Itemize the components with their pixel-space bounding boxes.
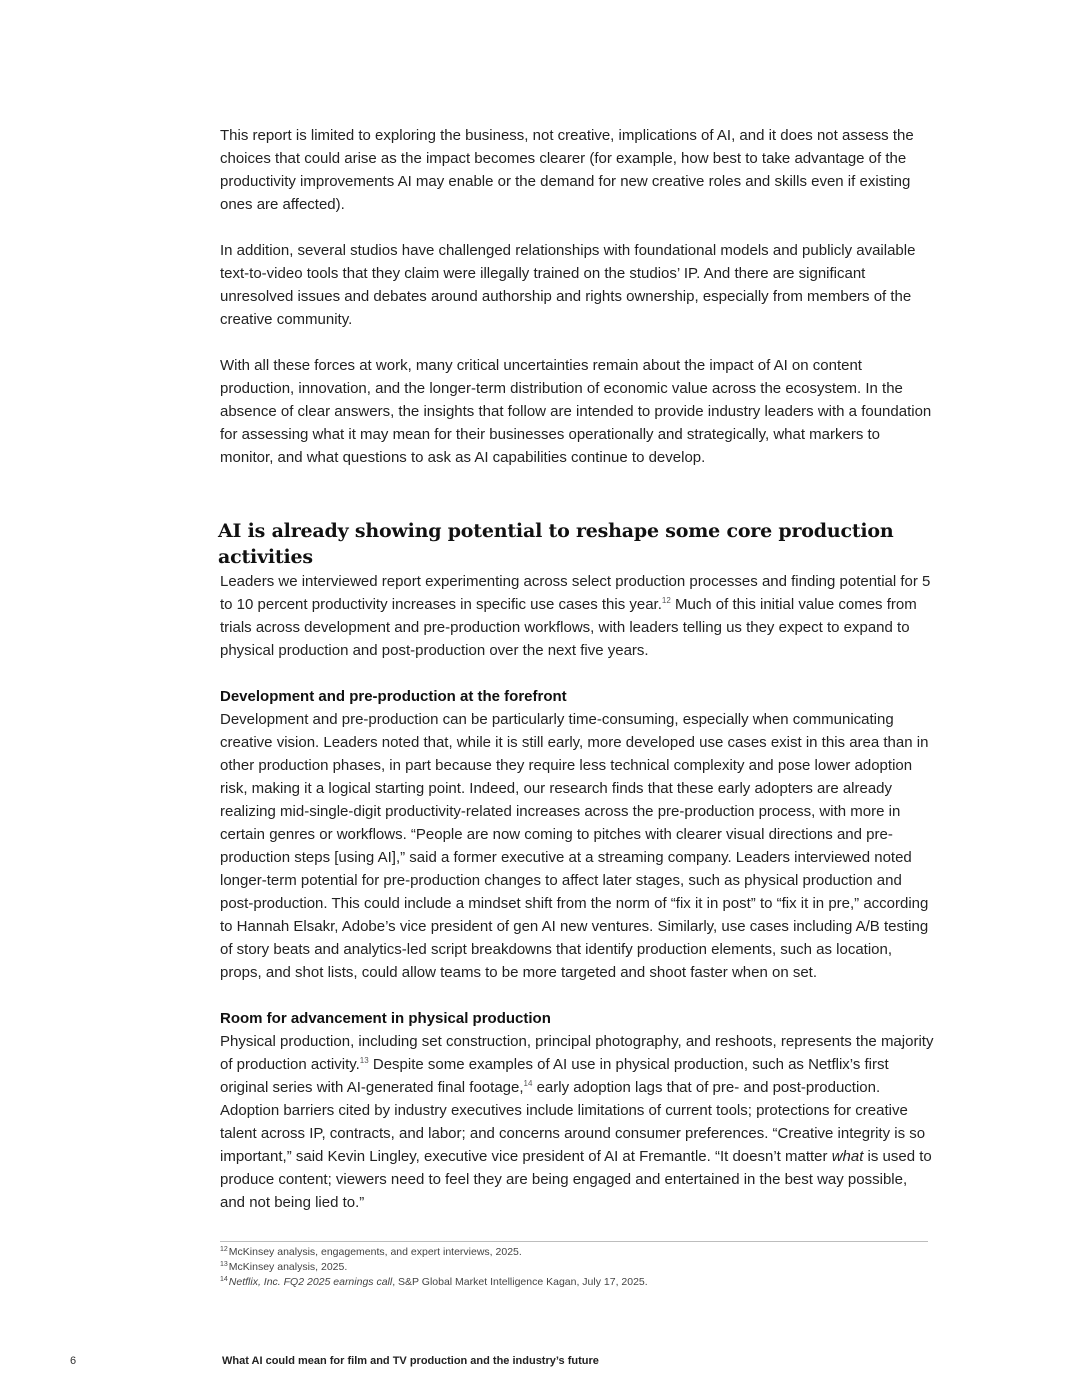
footnotes [220, 1241, 928, 1290]
footnote-number: 13 [220, 1260, 228, 1268]
subsection-heading-physical-production: Room for advancement in physical production [220, 1010, 551, 1027]
section-lead-paragraph [220, 570, 936, 662]
footnote-text: McKinsey analysis, 2025. [228, 1261, 348, 1273]
subsection-heading-development: Development and pre-production at the forefront [220, 688, 567, 705]
footer-report-title: What AI could mean for film and TV production and the industry’s future [222, 1355, 599, 1367]
subsection-body-physical-production [220, 1030, 936, 1214]
footnote-ref-12[interactable]: 12 [661, 596, 671, 605]
physical-text-part-4: is used to produce content; viewers need to feel they are being engaged and entertained in the best way possible, and not being lied to.” [220, 1148, 932, 1211]
page-number: 6 [70, 1355, 77, 1367]
physical-text-part-3: early adoption lags that of pre- and post-production. Adoption barriers cited by industry executives include limitations of current tools; protections for creative talent across IP, contracts, and labor; and concerns around consumer preferences. “Creative integrity is so important,” said Kevin Lingley, executive vice president of AI at Fremantle. “It doesn’t matter [220, 1079, 926, 1165]
footnote-text: , S&P Global Market Intelligence Kagan, July 17, 2025. [392, 1276, 648, 1288]
subsection-body-development: Development and pre-production can be particularly time-consuming, especially when communicating creative vision. Leaders noted that, while it is still early, more developed use cases exist in this area than in other production phases, in part because they require less technical complexity and pose lower adoption risk, making it a logical starting point. Indeed, our research finds that these early adopters are already realizing mid-single-digit productivity-related increases across the pre-production process, with more in certain genres or workflows. “People are now coming to pitches with clearer visual directions and pre-production steps [using AI],” said a former executive at a streaming company. Leaders interviewed noted longer-term potential for pre-production changes to affect later stages, such as physical production and post-production. This could include a mindset shift from the norm of “fix it in post” to “fix it in pre,” according to Hannah Elsakr, Adobe’s vice president of gen AI new ventures. Similarly, use cases including A/B testing of story beats and analytics-led script breakdowns that identify production elements, such as location, props, and shot lists, could allow teams to be more targeted and shoot faster when on set. [220, 711, 929, 981]
footnote-13 [220, 1260, 928, 1275]
footnote-number: 12 [220, 1245, 228, 1253]
footnote-text: McKinsey analysis, engagements, and expert interviews, 2025. [228, 1246, 522, 1258]
section-title: AI is already showing potential to reshape some core production activities [218, 520, 894, 568]
footnote-ref-14[interactable]: 14 [523, 1079, 533, 1088]
intro-paragraph-1: This report is limited to exploring the business, not creative, implications of AI, and it does not assess the choices that could arise as the impact becomes clearer (for example, how best to take advantage of the productivity improvements AI may enable or the demand for new creative roles and skills even if existing ones are affected). [220, 127, 914, 213]
footnote-source-italic: Netflix, Inc. FQ2 2025 earnings call [228, 1276, 393, 1288]
footnote-ref-13[interactable]: 13 [359, 1056, 369, 1065]
intro-paragraph-3: With all these forces at work, many critical uncertainties remain about the impact of AI on content production, innovation, and the longer-term distribution of economic value across the ecosystem. In the absence of clear answers, the insights that follow are intended to provide industry leaders with a foundation for assessing what it may mean for their businesses operationally and strategically, what markers to monitor, and what questions to ask as AI capabilities continue to develop. [220, 357, 932, 466]
main-content [220, 124, 936, 1214]
section-lead-text-continued: Much of this initial value comes from trials across development and pre-production workflows, with leaders telling us they expect to expand to physical production and post-production over the next five years. [220, 596, 917, 659]
footnote-12 [220, 1245, 928, 1260]
section-lead-text: Leaders we interviewed report experimenting across select production processes and finding potential for 5 to 10 percent productivity increases in specific use cases this year. [220, 573, 931, 613]
physical-text-part-2: Despite some examples of AI use in physical production, such as Netflix’s first original series with AI-generated final footage, [220, 1056, 889, 1096]
footnote-14 [220, 1275, 928, 1290]
footnote-number: 14 [220, 1275, 228, 1283]
physical-text-part-1: Physical production, including set construction, principal photography, and reshoots, represents the majority of production activity. [220, 1033, 934, 1073]
physical-text-italic: what [831, 1148, 864, 1165]
intro-paragraph-2: In addition, several studios have challenged relationships with foundational models and publicly available text-to-video tools that they claim were illegally trained on the studios’ IP. And there are significant unresolved issues and debates around authorship and rights ownership, especially from members of the creative community. [220, 242, 916, 328]
